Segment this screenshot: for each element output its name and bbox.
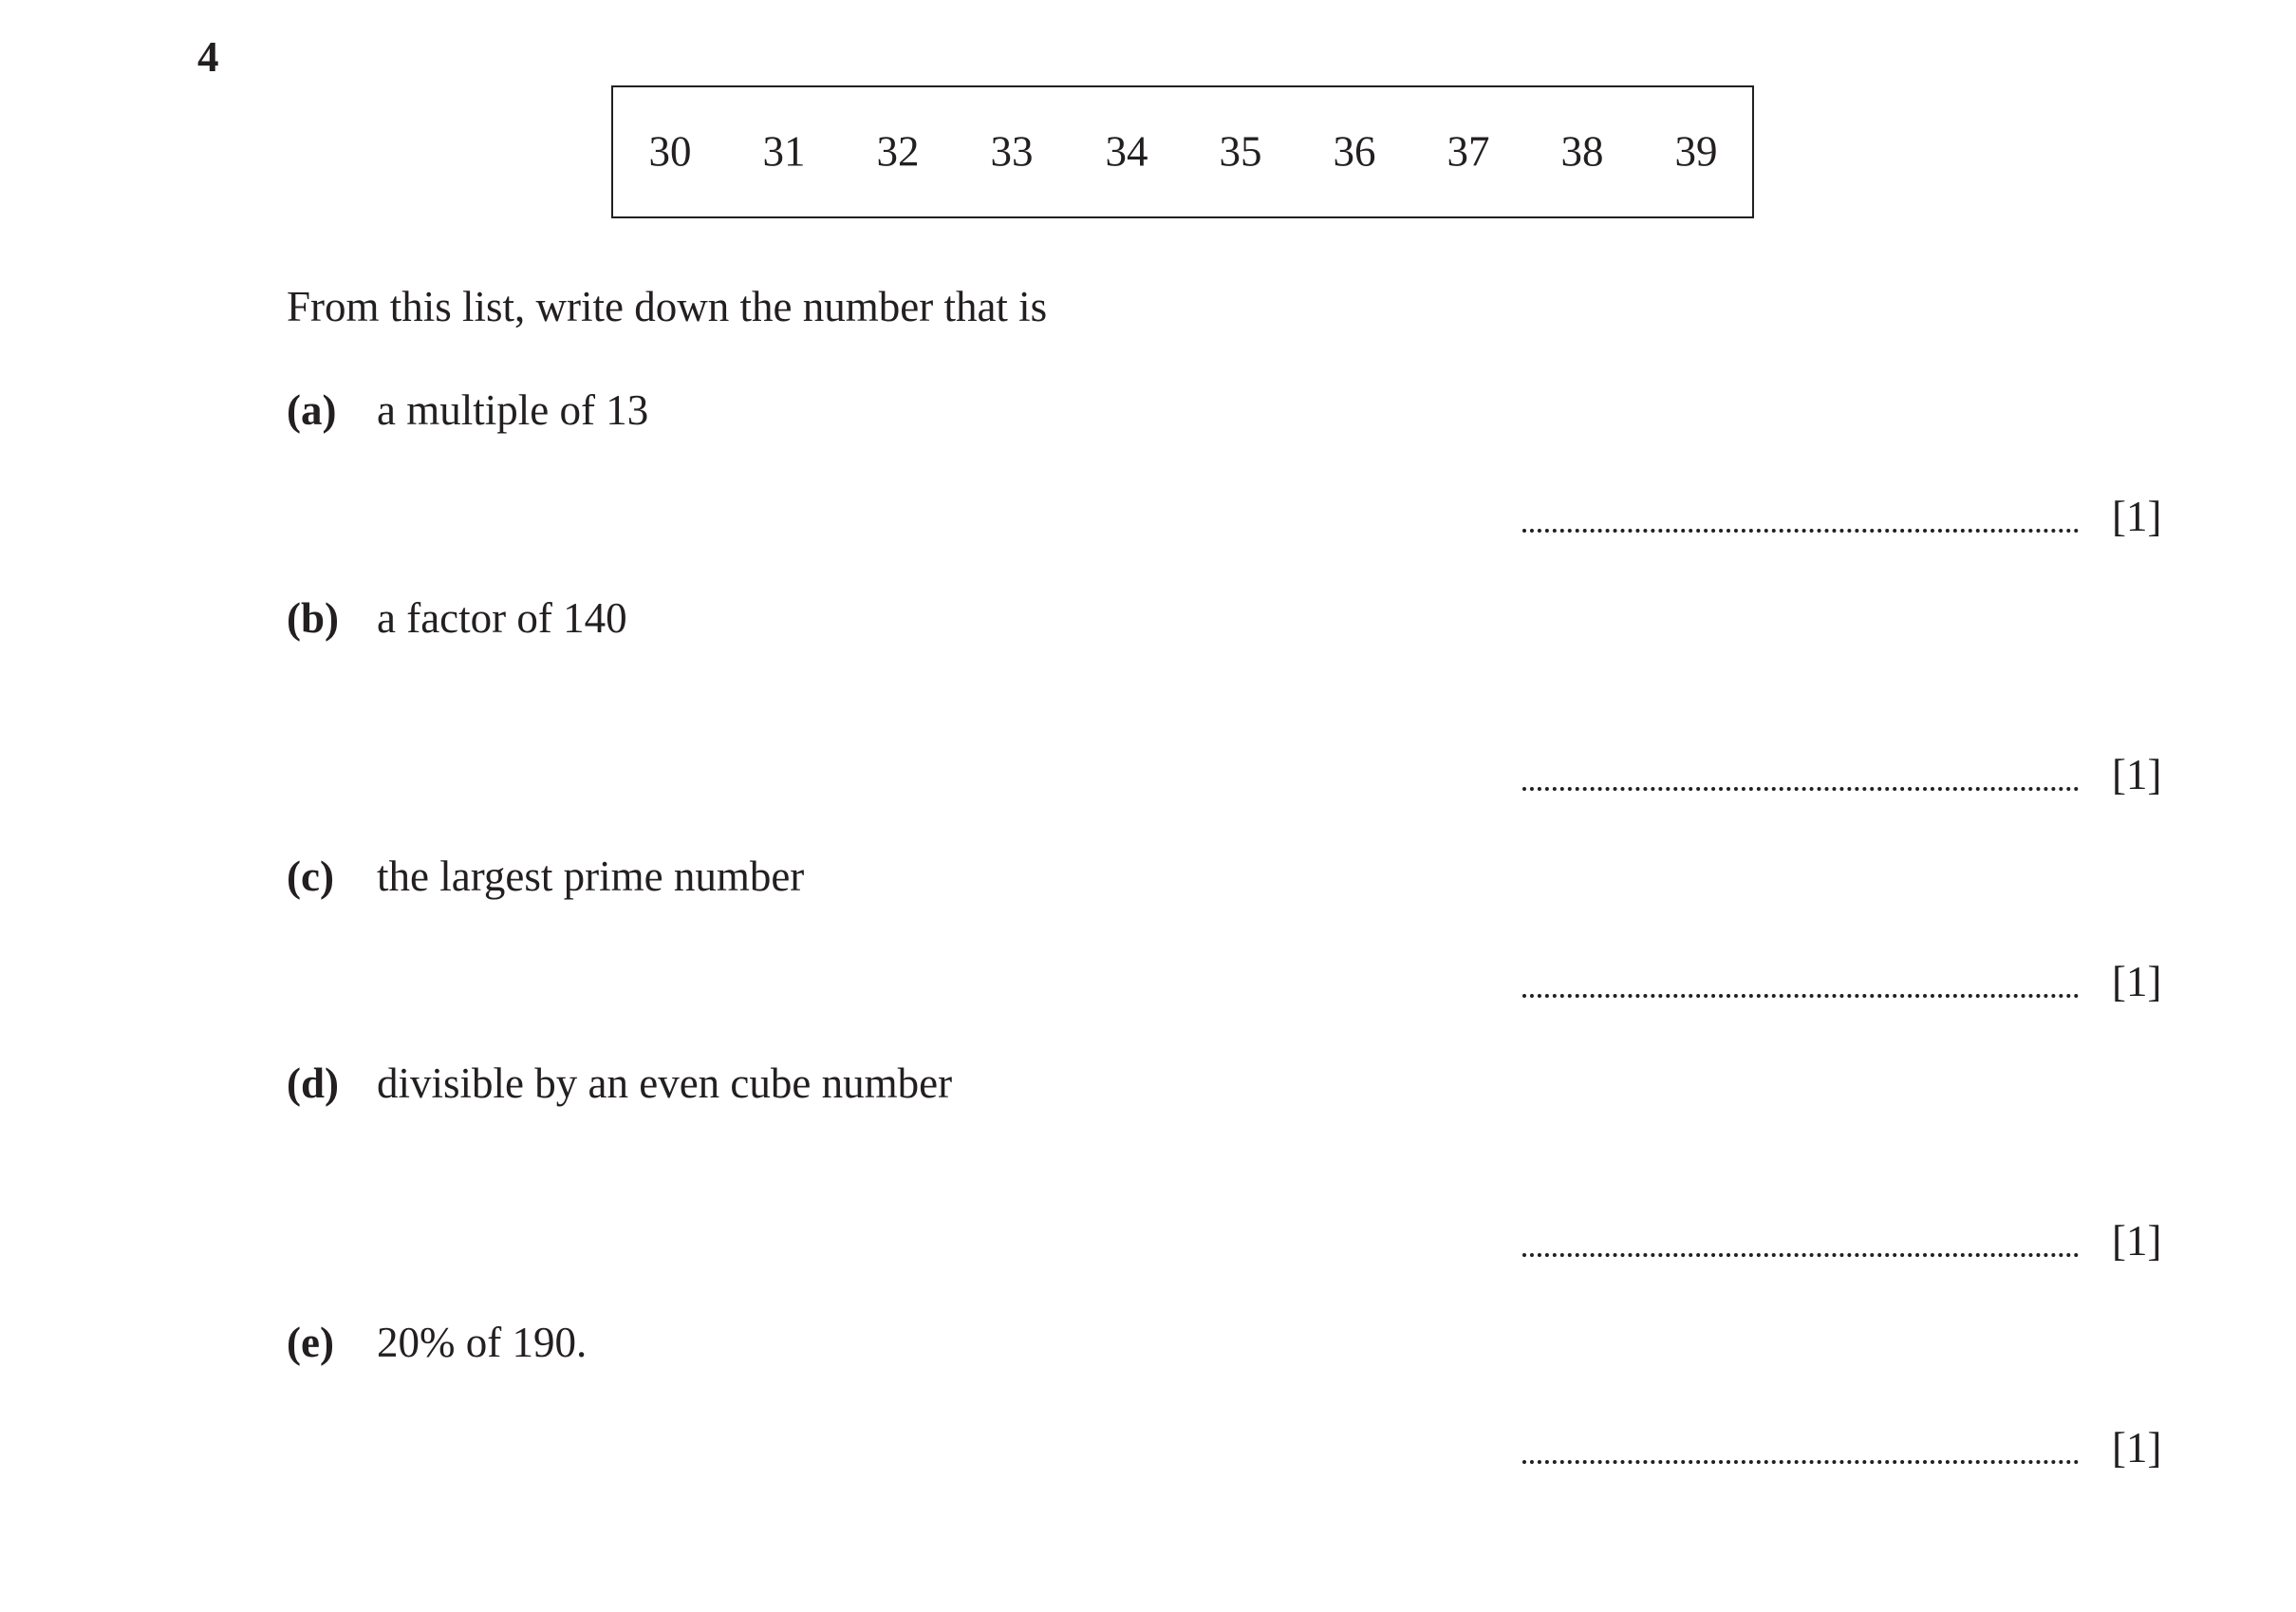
part-b-answer-line[interactable] — [1522, 787, 2079, 791]
part-a-label: (a) — [287, 386, 337, 434]
part-d-answer-line[interactable] — [1522, 1253, 2079, 1257]
part-d-label: (d) — [287, 1059, 339, 1107]
list-number: 39 — [1674, 127, 1718, 176]
list-number: 30 — [648, 127, 692, 176]
part-e-marks: [1] — [2112, 1424, 2162, 1471]
number-list-box — [611, 85, 1754, 218]
list-number: 35 — [1219, 127, 1262, 176]
part-c-label: (c) — [287, 853, 334, 900]
list-number: 33 — [990, 127, 1034, 176]
question-number: 4 — [197, 33, 219, 81]
question-intro: From this list, write down the number that is — [287, 283, 1048, 330]
part-e-label: (e) — [287, 1319, 334, 1366]
list-number: 31 — [762, 127, 806, 176]
part-a-marks: [1] — [2112, 493, 2162, 540]
part-c-text: the largest prime number — [377, 853, 805, 900]
list-number: 34 — [1105, 127, 1148, 176]
part-e-answer-line[interactable] — [1522, 1460, 2079, 1464]
list-number: 36 — [1333, 127, 1376, 176]
part-b-marks: [1] — [2112, 751, 2162, 798]
list-number: 38 — [1560, 127, 1604, 176]
part-d-text: divisible by an even cube number — [377, 1059, 953, 1107]
list-number: 32 — [876, 127, 920, 176]
part-a-answer-line[interactable] — [1522, 529, 2079, 533]
part-b-text: a factor of 140 — [377, 594, 627, 642]
part-b-label: (b) — [287, 594, 339, 642]
part-a-text: a multiple of 13 — [377, 386, 649, 434]
part-d-marks: [1] — [2112, 1217, 2162, 1265]
part-e-text: 20% of 190. — [377, 1319, 588, 1366]
part-c-marks: [1] — [2112, 958, 2162, 1005]
part-c-answer-line[interactable] — [1522, 994, 2079, 998]
list-number: 37 — [1447, 127, 1490, 176]
